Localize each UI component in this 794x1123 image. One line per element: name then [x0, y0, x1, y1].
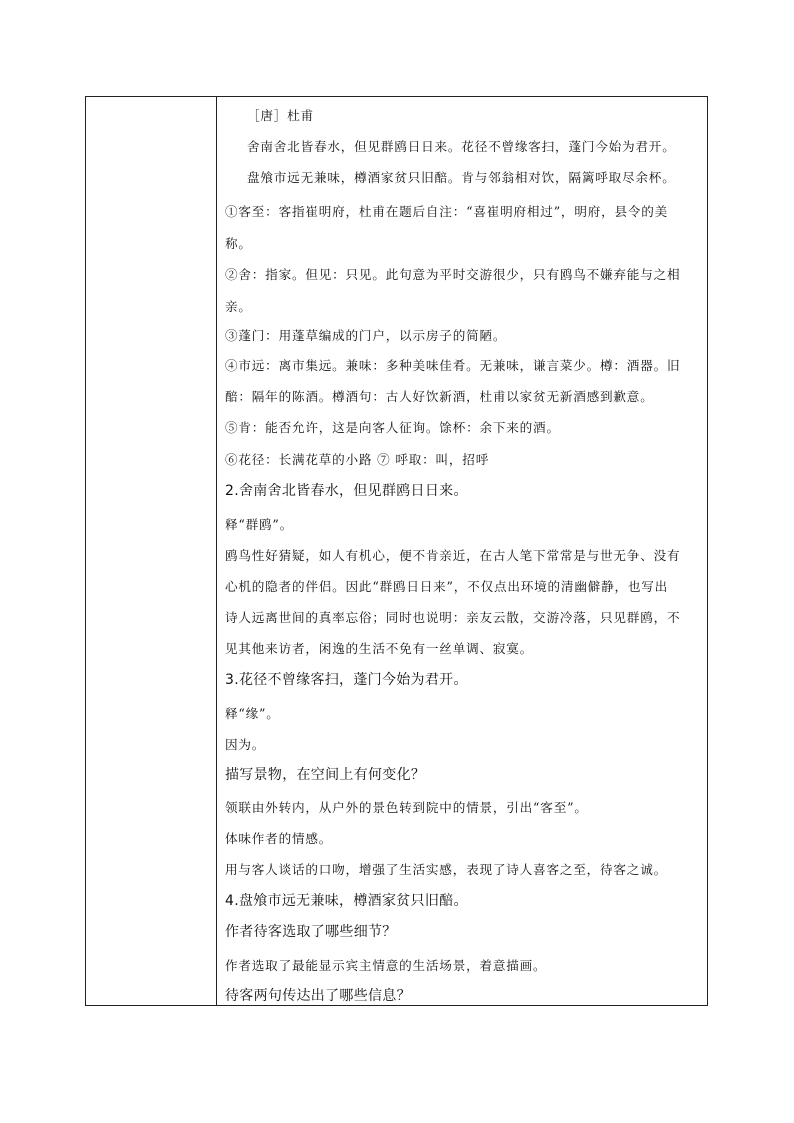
text-line: ④市远：离市集远。兼味：多种美味佳肴。无兼味，谦言菜少。樽：酒器。旧 [225, 358, 681, 373]
text-line: 领联由外转内，从户外的景色转到院中的情景，引出“客至”。 [225, 800, 588, 815]
question-line: 3.花径不曾缘客扫，蓬门今始为君开。 [225, 672, 468, 688]
text-line: ⑥花径：长满花草的小路 ⑦ 呼取：叫，招呼 [225, 452, 490, 467]
text-line: 舍南舍北皆春水，但见群鸥日日来。花径不曾缘客扫，蓬门今始为君开。 [247, 139, 676, 154]
question-line: 4.盘飧市远无兼味，樽酒家贫只旧醅。 [225, 893, 468, 909]
table-right-column [217, 97, 707, 1005]
text-line: 因为。 [225, 737, 266, 752]
text-line: ②舍：指家。但见：只见。此句意为平时交游很少，只有鸥鸟不嫌弃能与之相 [225, 267, 681, 282]
text-line: 诗人远离世间的真率忘俗；同时也说明：亲友云散，交游冷落，只见群鸥，不 [225, 610, 681, 625]
text-line: 释“群鸥”。 [225, 517, 294, 532]
text-line: 亲。 [225, 299, 252, 314]
text-line: ⑤肯：能否允许，这是向客人征询。馀杯：余下来的酒。 [225, 420, 560, 435]
question-line: 描写景物，在空间上有何变化？ [225, 767, 426, 783]
text-line: ①客至：客指崔明府，杜甫在题后自注：“喜崔明府相过”，明府，县令的美 [225, 204, 669, 219]
text-line: ③蓬门：用蓬草编成的门户，以示房子的简陋。 [225, 328, 507, 343]
question-line: 作者待客选取了哪些细节？ [225, 924, 397, 940]
text-line: 见其他来访者，闲逸的生活不免有一丝单调、寂寞。 [225, 641, 534, 656]
text-line: 释“缘”。 [225, 706, 280, 721]
text-line: 鸥鸟性好猜疑，如人有机心，便不肯亲近，在古人笔下常常是与世无争、没有 [225, 548, 681, 563]
text-line: 用与客人谈话的口吻，增强了生活实感，表现了诗人喜客之至，待客之诚。 [225, 862, 667, 877]
text-line: 体味作者的情感。 [225, 831, 333, 846]
text-line: ［唐］杜甫 [247, 108, 314, 123]
text-line: 心机的隐者的伴侣。因此“群鸥日日来”，不仅点出环境的清幽僻静，也写出 [225, 579, 669, 594]
text-line: 醅：隔年的陈酒。樽酒句：古人好饮新酒，杜甫以家贫无新酒感到歉意。 [225, 389, 654, 404]
text-line: 盘飧市远无兼味，樽酒家贫只旧醅。肯与邻翁相对饮，隔篱呼取尽余杯。 [247, 170, 676, 185]
table-left-column [86, 97, 217, 1005]
question-line: 2.舍南舍北皆春水，但见群鸥日日来。 [225, 483, 468, 499]
text-line: 称。 [225, 236, 252, 251]
question-line: 待客两句传达出了哪些信息？ [225, 988, 411, 1004]
text-line: 作者选取了最能显示宾主情意的生活场景，着意描画。 [225, 958, 547, 973]
content-table [85, 96, 708, 1006]
